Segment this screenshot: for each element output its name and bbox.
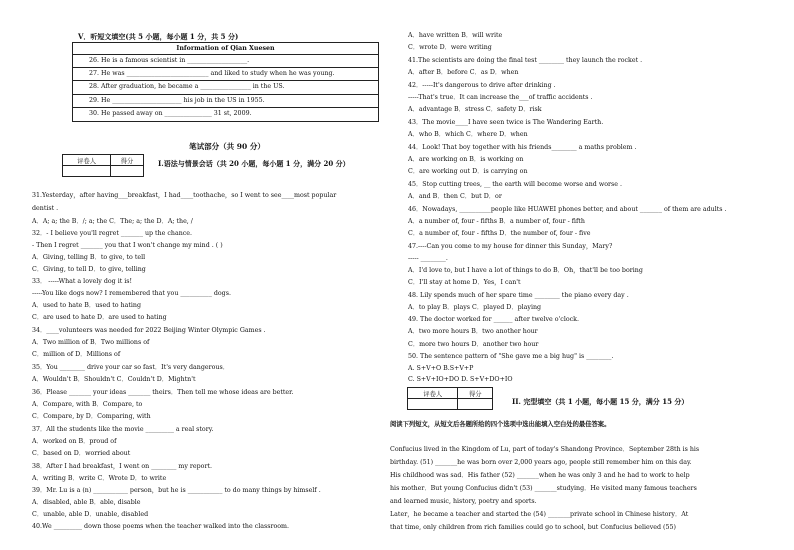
- instruction-text: 阅读下列短文，从短文后各题所给的四个选项中选出能填入空白处的最佳答案。: [390, 421, 611, 428]
- question-line: 42．-----It's dangerous to drive after drinking .: [408, 82, 556, 89]
- question-line: A．disabled, able B．able, disable: [32, 499, 141, 506]
- question-line: 50. The sentence pattern of "She gave me a big hug" is ________.: [408, 353, 614, 360]
- question-line: A．Compare, with B．Compare, to: [32, 401, 143, 408]
- question-line: C．are used to hate D．are used to hating: [32, 314, 167, 321]
- section-v-heading: V．听短文填空(共 5 小题，每小题 1 分，共 5 分): [78, 32, 239, 41]
- question-line: 31.Yesterday，after having___breakfast，I had____toothache，so I went to see____most popular: [32, 192, 337, 199]
- question-line: A．a number of, four - fifths B．a number of, four - fifth: [408, 218, 585, 225]
- question-line: -----That's true．It can increase the___of traffic accidents .: [408, 94, 593, 101]
- question-line: 40.We _________ down those poems when the teacher walked into the classroom.: [32, 523, 290, 530]
- question-line: -----You like dogs now? I remembered that you __________ dogs.: [32, 290, 231, 297]
- question-line: C. S+V+IO+DO D. S+V+DO+IO: [408, 376, 513, 383]
- question-line: C．wrote D．were writing: [408, 44, 492, 51]
- question-line: 41.The scientists are doing the final test ________ they launch the rocket .: [408, 57, 643, 64]
- question-line: C．unable, able D．unable, disabled: [32, 511, 149, 518]
- section-i-heading: I.语法与情景会话（共 20 小题，每小题 1 分，满分 20 分）: [158, 159, 350, 168]
- question-line: 45．Stop cutting trees, __ the earth will become worse and worse .: [408, 181, 622, 188]
- score-cell: [458, 399, 493, 410]
- question-line: A．have written B．will write: [408, 32, 503, 39]
- score-cell: [111, 166, 144, 177]
- question-line: 38．After I had breakfast，I went on ________ my report.: [32, 463, 213, 470]
- question-line: 33． -----What a lovely dog it is!: [32, 278, 133, 285]
- question-line: A．Two million of B．Two millions of: [32, 339, 150, 346]
- question-line: A．writing B．write C．Wrote D．to write: [32, 475, 167, 482]
- question-line: A．worked on B．proud of: [32, 438, 117, 445]
- question-line: C．I'll stay at home D．Yes，I can't: [408, 279, 521, 286]
- question-line: 44．Look! That boy together with his friends________ a maths problem .: [408, 144, 637, 151]
- passage-line: his mother．But young Confucius didn't (53) _______studying．He visited many famous teachers: [390, 485, 697, 492]
- question-line: A．who B．which C．where D．when: [408, 131, 528, 138]
- question-line: 34．____volunteers was needed for 2022 Beijing Winter Olympic Games .: [32, 327, 266, 334]
- grader-table-2: [407, 387, 493, 410]
- grader-table: [62, 154, 144, 177]
- info-row: 27. He was __________________________ and liked to study when he was young.: [89, 70, 335, 77]
- question-line: A．and B．then C．but D．or: [408, 193, 502, 200]
- info-row: 28. After graduation, he became a ________________ in the US.: [89, 83, 285, 90]
- grader-label: 评卷人: [408, 388, 458, 399]
- question-line: A．two more hours B．two another hour: [408, 328, 538, 335]
- question-line: A．after B．before C．as D．when: [408, 69, 519, 76]
- question-line: 47.----Can you come to my house for dinner this Sunday，Mary?: [408, 243, 613, 250]
- question-line: A．Wouldn't B．Shouldn't C．Couldn't D．Mightn't: [32, 376, 196, 383]
- question-line: A. S+V+O B.S+V+P: [408, 365, 474, 372]
- passage-line: His childhood was sad．His father (52) _______when he was only 3 and he had to work to help: [390, 472, 690, 479]
- passage-line: and learned music, history, poetry and sports.: [390, 498, 537, 505]
- question-line: A．are working on B．is working on: [408, 156, 524, 163]
- grader-cell: [408, 399, 458, 410]
- question-line: A．Giving, telling B．to give, to tell: [32, 254, 146, 261]
- question-line: 35．You ________ drive your car so fast．It's very dangerous．: [32, 364, 229, 371]
- score-label: 得分: [458, 388, 493, 399]
- question-line: 48. Lily spends much of her spare time ________ the piano every day .: [408, 292, 629, 299]
- info-row: 30. He passed away on _______________ 31 st, 2009.: [89, 110, 252, 117]
- info-table: [72, 42, 379, 122]
- info-table-title: Information of Qian Xuesen: [176, 45, 275, 52]
- question-line: A．to play B．plays C．played D．playing: [408, 304, 542, 311]
- question-line: 36．Please _______ your ideas _______ theirs．Then tell me whose ideas are better.: [32, 389, 294, 396]
- question-line: 49. The doctor worked for ______ after twelve o'clock.: [408, 316, 579, 323]
- question-line: dentist .: [32, 205, 59, 212]
- passage-line: Confucius lived in the Kingdom of Lu, part of today's Shandong Province．September 28th is his: [390, 446, 700, 453]
- written-part-title: 笔试部分（共 90 分）: [189, 142, 265, 151]
- question-line: C．Compare, by D．Comparing, with: [32, 413, 151, 420]
- question-line: A．advantage B．stress C．safety D．risk: [408, 106, 542, 113]
- question-line: C．Giving, to tell D．to give, telling: [32, 266, 146, 273]
- question-line: C．more two hours D．another two hour: [408, 341, 539, 348]
- question-line: C．a number of, four - fifths D．the number of, four - five: [408, 230, 591, 237]
- question-line: A．A; a; the B．/; a; the C．The; a; the D．A; the, /: [32, 218, 193, 225]
- grader-label: 评卷人: [63, 155, 111, 166]
- info-row: 26. He is a famous scientist in ___________________.: [89, 57, 250, 64]
- info-row: 29. He ______________________ his job in the US in 1955.: [89, 97, 265, 104]
- score-label: 得分: [111, 155, 144, 166]
- question-line: ----- ________.: [408, 255, 448, 262]
- passage-line: that time, only children from rich families could go to school, but Confucius believed (55): [390, 524, 676, 531]
- question-line: A．used to hate B．used to hating: [32, 302, 142, 309]
- question-line: - Then I regret _______ you that I won't change my mind . ( ): [32, 242, 223, 249]
- question-line: 39．Mr. Lu is a (n) ___________ person，but he is ___________ to do many things by himself .: [32, 487, 321, 494]
- question-line: A．I'd love to, but I have a lot of things to do B．Oh，that'll be too boring: [408, 267, 643, 274]
- question-line: C．based on D．worried about: [32, 450, 131, 457]
- question-line: 37．All the students like the movie _________ a real story.: [32, 426, 214, 433]
- question-line: 32．- I believe you'll regret _______ up the chance.: [32, 230, 193, 237]
- grader-cell: [63, 166, 111, 177]
- question-line: C．million of D．Millions of: [32, 351, 121, 358]
- question-line: C．are working out D．is carrying on: [408, 168, 528, 175]
- passage-line: Later，he became a teacher and started the (54) _______private school in Chinese history．At: [390, 511, 689, 518]
- question-line: 43．The movie____I have seen twice is The Wandering Earth.: [408, 119, 604, 126]
- question-line: 46．Nowadays, __________people like HUAWEI phones better, and about _______ of them are adults .: [408, 206, 727, 213]
- passage-line: birthday. (51) _______he was born over 2,000 years ago, people still remember him on this day.: [390, 459, 692, 466]
- section-ii-heading: II. 完型填空（共 1 小题，每小题 15 分，满分 15 分）: [512, 397, 689, 406]
